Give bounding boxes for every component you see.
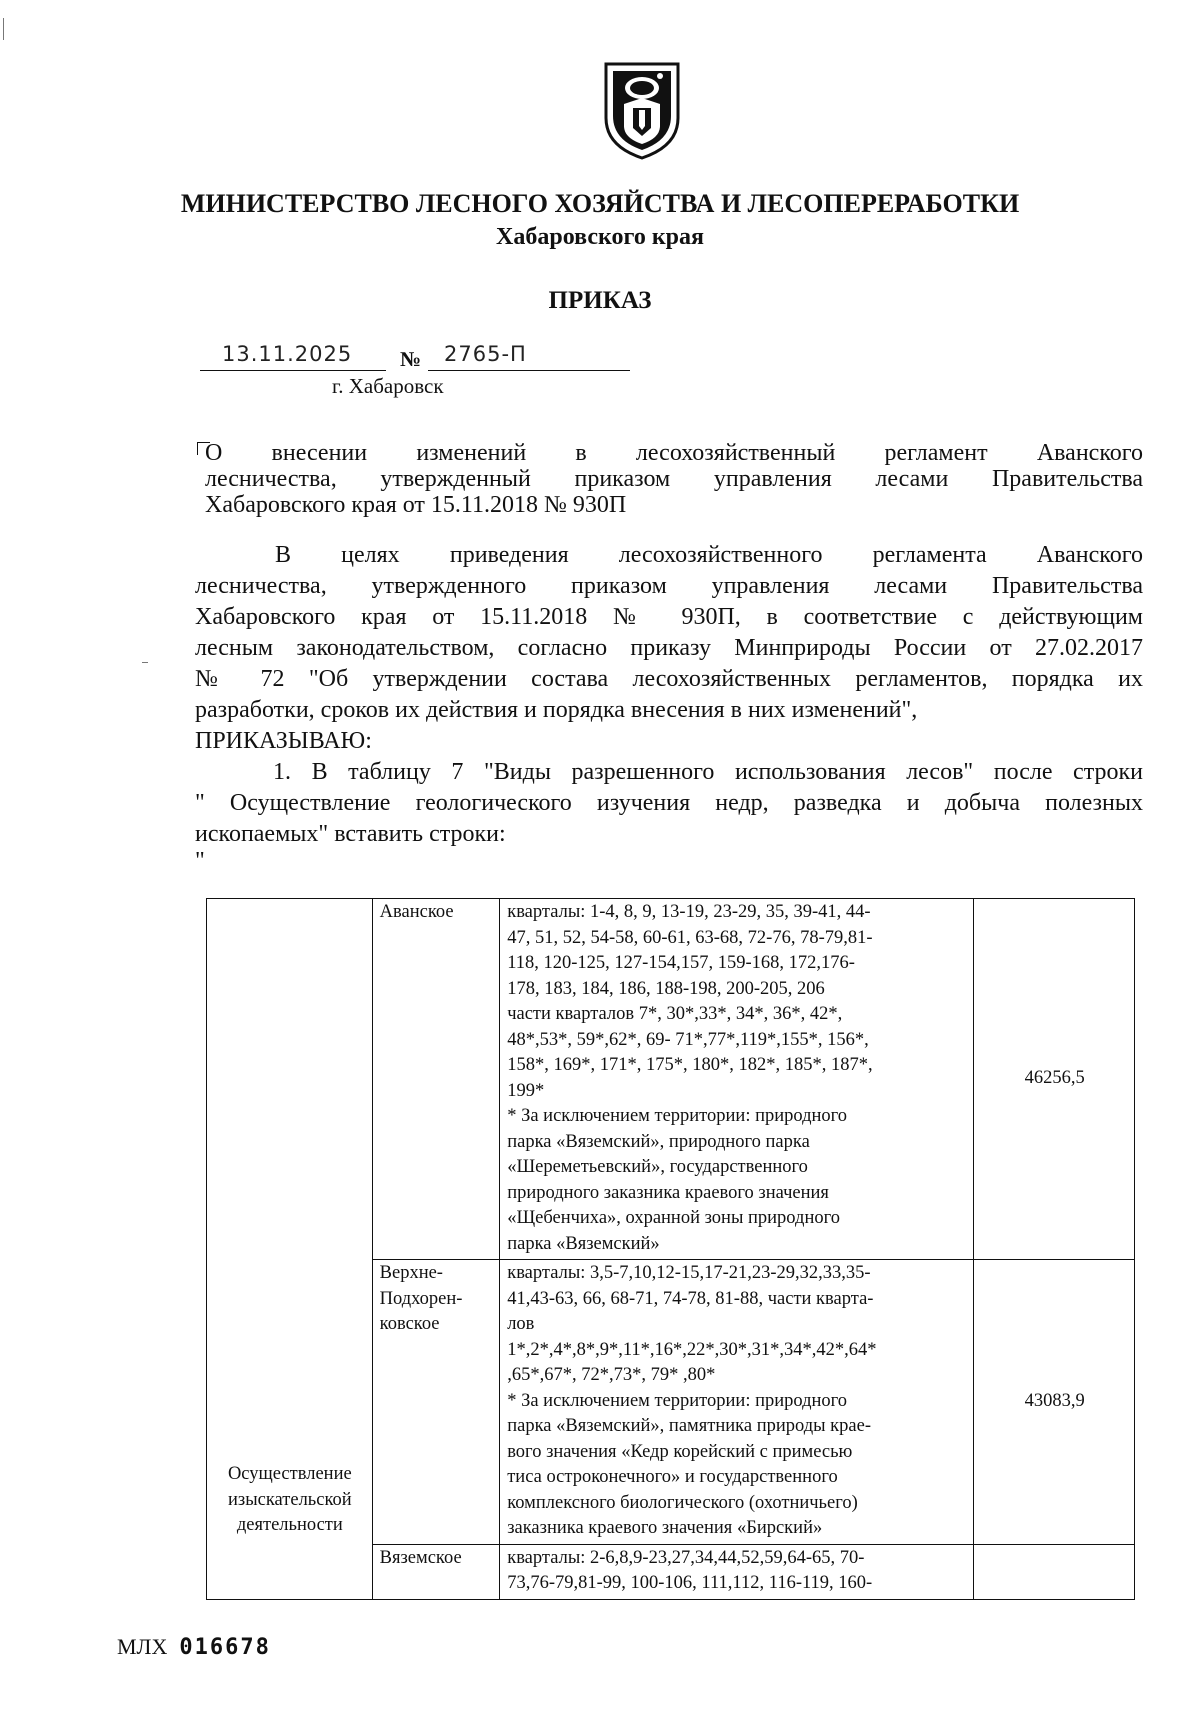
preamble-line: лесным законодательством, согласно приказу Минприроды России от 27.02.2017: [195, 635, 1143, 661]
scan-edge-mark: [3, 18, 4, 40]
number-underline: [428, 370, 630, 371]
forestry-line: ковское: [379, 1314, 440, 1334]
quarters-line: 118, 120-125, 127-154,157, 159-168, 172,176-: [507, 953, 855, 973]
forestry-line: Подхорен-: [379, 1288, 463, 1309]
activity-text: Осуществление изыскательской деятельности: [227, 1464, 352, 1535]
number-sign: №: [400, 347, 422, 371]
subject-line: лесничества, утвержденный приказом управления лесами Правительства: [205, 466, 1143, 492]
quarters-line: 41,43-63, 66, 68-71, 74-78, 81-88, части кварта-: [507, 1288, 874, 1309]
ministry-region: Хабаровского края: [496, 224, 704, 250]
area-cell: [974, 1544, 1135, 1599]
date-underline: [200, 370, 386, 371]
quarters-line: кварталы: 3,5-7,10,12-15,17-21,23-29,32,33,35-: [507, 1263, 871, 1283]
quarters-line: ,65*,67*, 72*,73*, 79* ,80*: [507, 1365, 716, 1385]
form-series: МЛХ: [117, 1634, 168, 1659]
order-number: 2765-П: [444, 342, 527, 366]
quarters-cell: [500, 1260, 974, 1545]
scan-edge-dash: [142, 662, 148, 663]
khabarovsk-coat-of-arms-icon: [600, 58, 684, 160]
quarters-line: кварталы: 1-4, 8, 9, 13-19, 23-29, 35, 39-41, 44-: [507, 902, 871, 922]
order-date: 13.11.2025: [222, 342, 353, 366]
quarters-line: 47, 51, 52, 54-58, 60-61, 63-68, 72-76, 78-79,81-: [507, 927, 873, 948]
quarters-line: 199*: [507, 1080, 545, 1101]
preamble-line: № 72 "Об утверждении состава лесохозяйственных регламентов, порядка их: [195, 666, 1143, 692]
quarters-line: парка «Вяземский»: [507, 1233, 660, 1254]
forestry-cell: [372, 1260, 500, 1545]
preamble-line: разработки, сроков их действия и порядка внесения в них изменений",: [195, 697, 918, 723]
forest-use-table: [206, 898, 1135, 1600]
order-word: ПРИКАЗЫВАЮ:: [195, 728, 372, 754]
quarters-line: тиса остроконечного» и государственного: [507, 1467, 838, 1487]
quarters-line: * За исключением территории: природного: [507, 1106, 848, 1126]
document-type: ПРИКАЗ: [548, 287, 652, 314]
preamble-line: В целях приведения лесохозяйственного регламента Аванского: [275, 542, 1143, 568]
quarters-line: 178, 183, 184, 186, 188-198, 200-205, 206: [507, 978, 825, 999]
quarters-line: 1*,2*,4*,8*,9*,11*,16*,22*,30*,31*,34*,42*,64*: [507, 1339, 877, 1360]
form-serial: [117, 1634, 271, 1660]
quarters-line: 48*,53*, 59*,62*, 69- 71*,77*,119*,155*, 156*,: [507, 1029, 869, 1050]
order-subject: [205, 440, 1143, 518]
quarters-line: лов: [507, 1314, 535, 1334]
quarters-line: кварталы: 2-6,8,9-23,27,34,44,52,59,64-65, 70-: [507, 1547, 865, 1568]
order-body: [195, 540, 1143, 872]
table-row: [207, 899, 1135, 1260]
form-serial-number: 016678: [179, 1635, 271, 1660]
preamble-line: лесничества, утвержденного приказом управления лесами Правительства: [195, 573, 1143, 599]
quarters-cell: [500, 1544, 974, 1599]
quarters-line: * За исключением территории: природного: [507, 1390, 848, 1411]
date-number-line: [200, 342, 630, 372]
forestry-line: Верхне-: [379, 1263, 443, 1283]
quarters-line: «Щебенчиха», охранной зоны природного: [507, 1208, 840, 1228]
area-cell: 46256,5: [974, 899, 1135, 1260]
quarters-cell: [500, 899, 974, 1260]
quarters-line: части кварталов 7*, 30*,33*, 34*, 36*, 42*,: [507, 1004, 843, 1024]
quarters-line: комплексного биологического (охотничьего): [507, 1492, 858, 1513]
subject-line: Хабаровского края от 15.11.2018 № 930П: [205, 492, 627, 518]
quarters-line: парка «Вяземский», природного парка: [507, 1131, 810, 1152]
quarters-line: 158*, 169*, 171*, 175*, 180*, 182*, 185*, 187*,: [507, 1055, 873, 1075]
area-cell: 43083,9: [974, 1260, 1135, 1545]
forestry-cell: Вяземское: [372, 1544, 500, 1599]
opening-quote: ": [195, 848, 205, 874]
activity-cell: [207, 899, 373, 1600]
item1-line: " Осуществление геологического изучения недр, разведка и добыча полезных: [195, 790, 1143, 816]
forestry-cell: Аванское: [372, 899, 500, 1260]
ministry-name: МИНИСТЕРСТВО ЛЕСНОГО ХОЗЯЙСТВА И ЛЕСОПЕРЕРАБОТКИ: [180, 189, 1020, 218]
preamble-line: Хабаровского края от 15.11.2018 № 930П, в соответствие с действующим: [195, 604, 1143, 630]
quarters-line: заказника краевого значения «Бирский»: [507, 1518, 823, 1538]
quarters-line: 73,76-79,81-99, 100-106, 111,112, 116-119, 160-: [507, 1573, 873, 1593]
subject-line: О внесении изменений в лесохозяйственный регламент Аванского: [205, 440, 1143, 466]
quarters-line: вого значения «Кедр корейский с примесью: [507, 1441, 853, 1462]
quarters-line: «Шереметьевский», государственного: [507, 1157, 808, 1177]
quarters-line: парка «Вяземский», памятника природы крае-: [507, 1416, 871, 1436]
item1-line: 1. В таблицу 7 "Виды разрешенного использования лесов" после строки: [273, 759, 1143, 785]
quarters-line: природного заказника краевого значения: [507, 1182, 829, 1203]
item1-line: ископаемых" вставить строки:: [195, 821, 506, 847]
subject-bracket: [197, 442, 210, 455]
city: г. Хабаровск: [332, 374, 444, 398]
